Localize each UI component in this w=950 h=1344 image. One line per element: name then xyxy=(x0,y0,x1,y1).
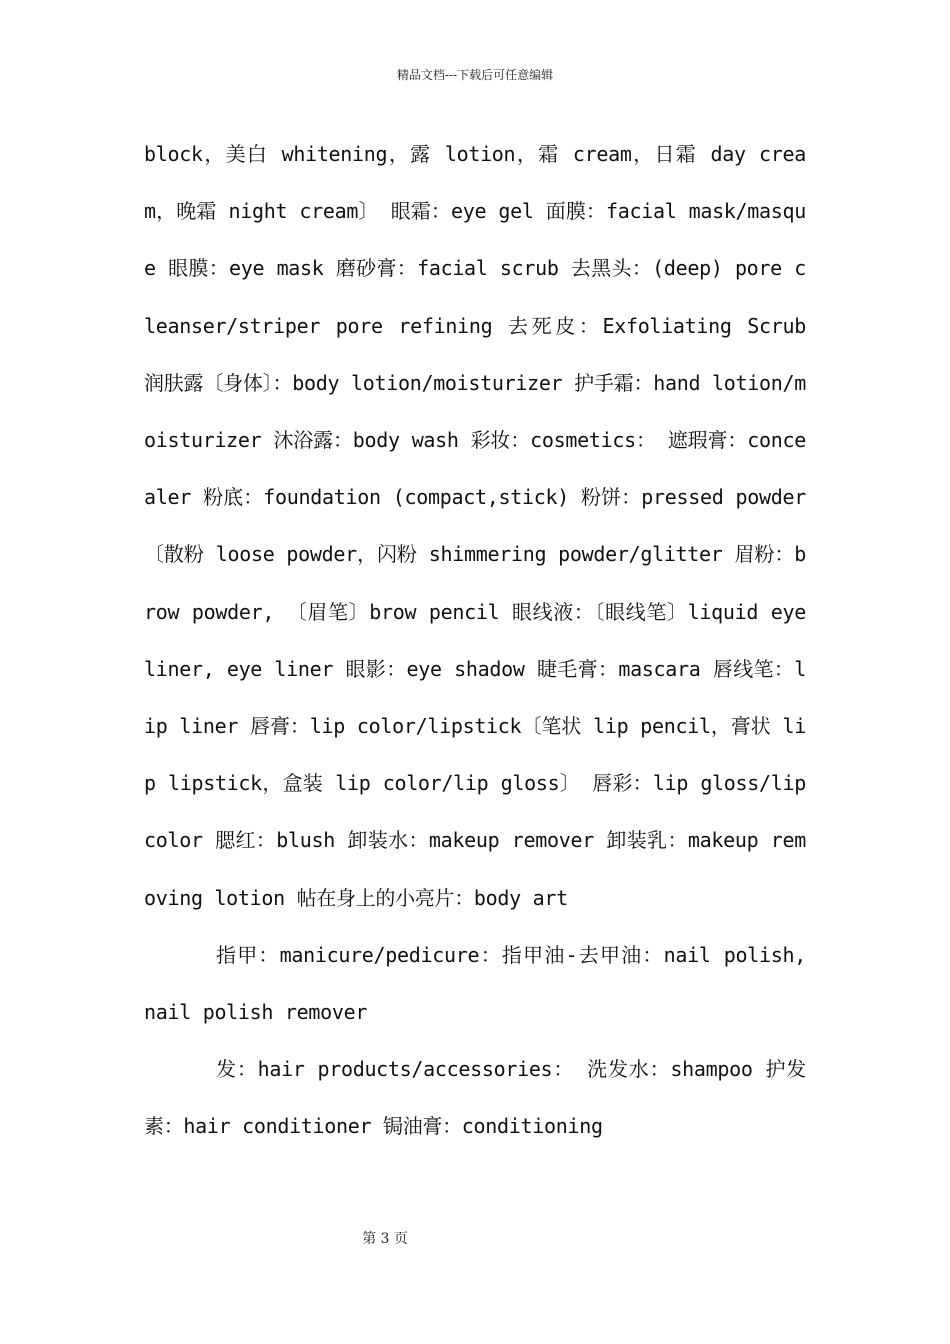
document-body xyxy=(144,126,806,1156)
paragraph-cosmetics: block，美白 whitening，露 lotion，霜 cream，日霜 day cream，晚霜 night cream〕 眼霜：eye gel 面膜：facial mask/masque 眼膜：eye mask 磨砂膏：facial scrub 去黑头：(deep) pore cleanser/striper pore refining 去死皮：Exfoliating Scrub 润肤露〔身体〕：body lotion/moisturizer 护手霜：hand lotion/moisturizer 沐浴露：body wash 彩妆：cosmetics： 遮瑕膏：concealer 粉底：foundation (compact,stick) 粉饼：pressed powder〔散粉 loose powder，闪粉 shimmering powder/glitter 眉粉：brow powder, 〔眉笔〕brow pencil 眼线液：〔眼线笔〕liquid eye liner, eye liner 眼影：eye shadow 睫毛膏：mascara 唇线笔：lip liner 唇膏：lip color/lipstick〔笔状 lip pencil，膏状 lip lipstick，盒装 lip color/lip gloss〕 唇彩：lip gloss/lip color 腮红：blush 卸装水：makeup remover 卸装乳：makeup removing lotion 帖在身上的小亮片：body art xyxy=(144,142,806,910)
page-header: 精品文档---下载后可任意编辑 xyxy=(396,68,554,82)
page-number: 第 3 页 xyxy=(362,1231,408,1247)
paragraph-hair: 发：hair products/accessories： 洗发水：shampoo 护发素：hair conditioner 锔油膏：conditioning xyxy=(144,1057,806,1139)
paragraph-nails: 指甲：manicure/pedicure：指甲油-去甲油：nail polish, nail polish remover xyxy=(144,942,806,1025)
